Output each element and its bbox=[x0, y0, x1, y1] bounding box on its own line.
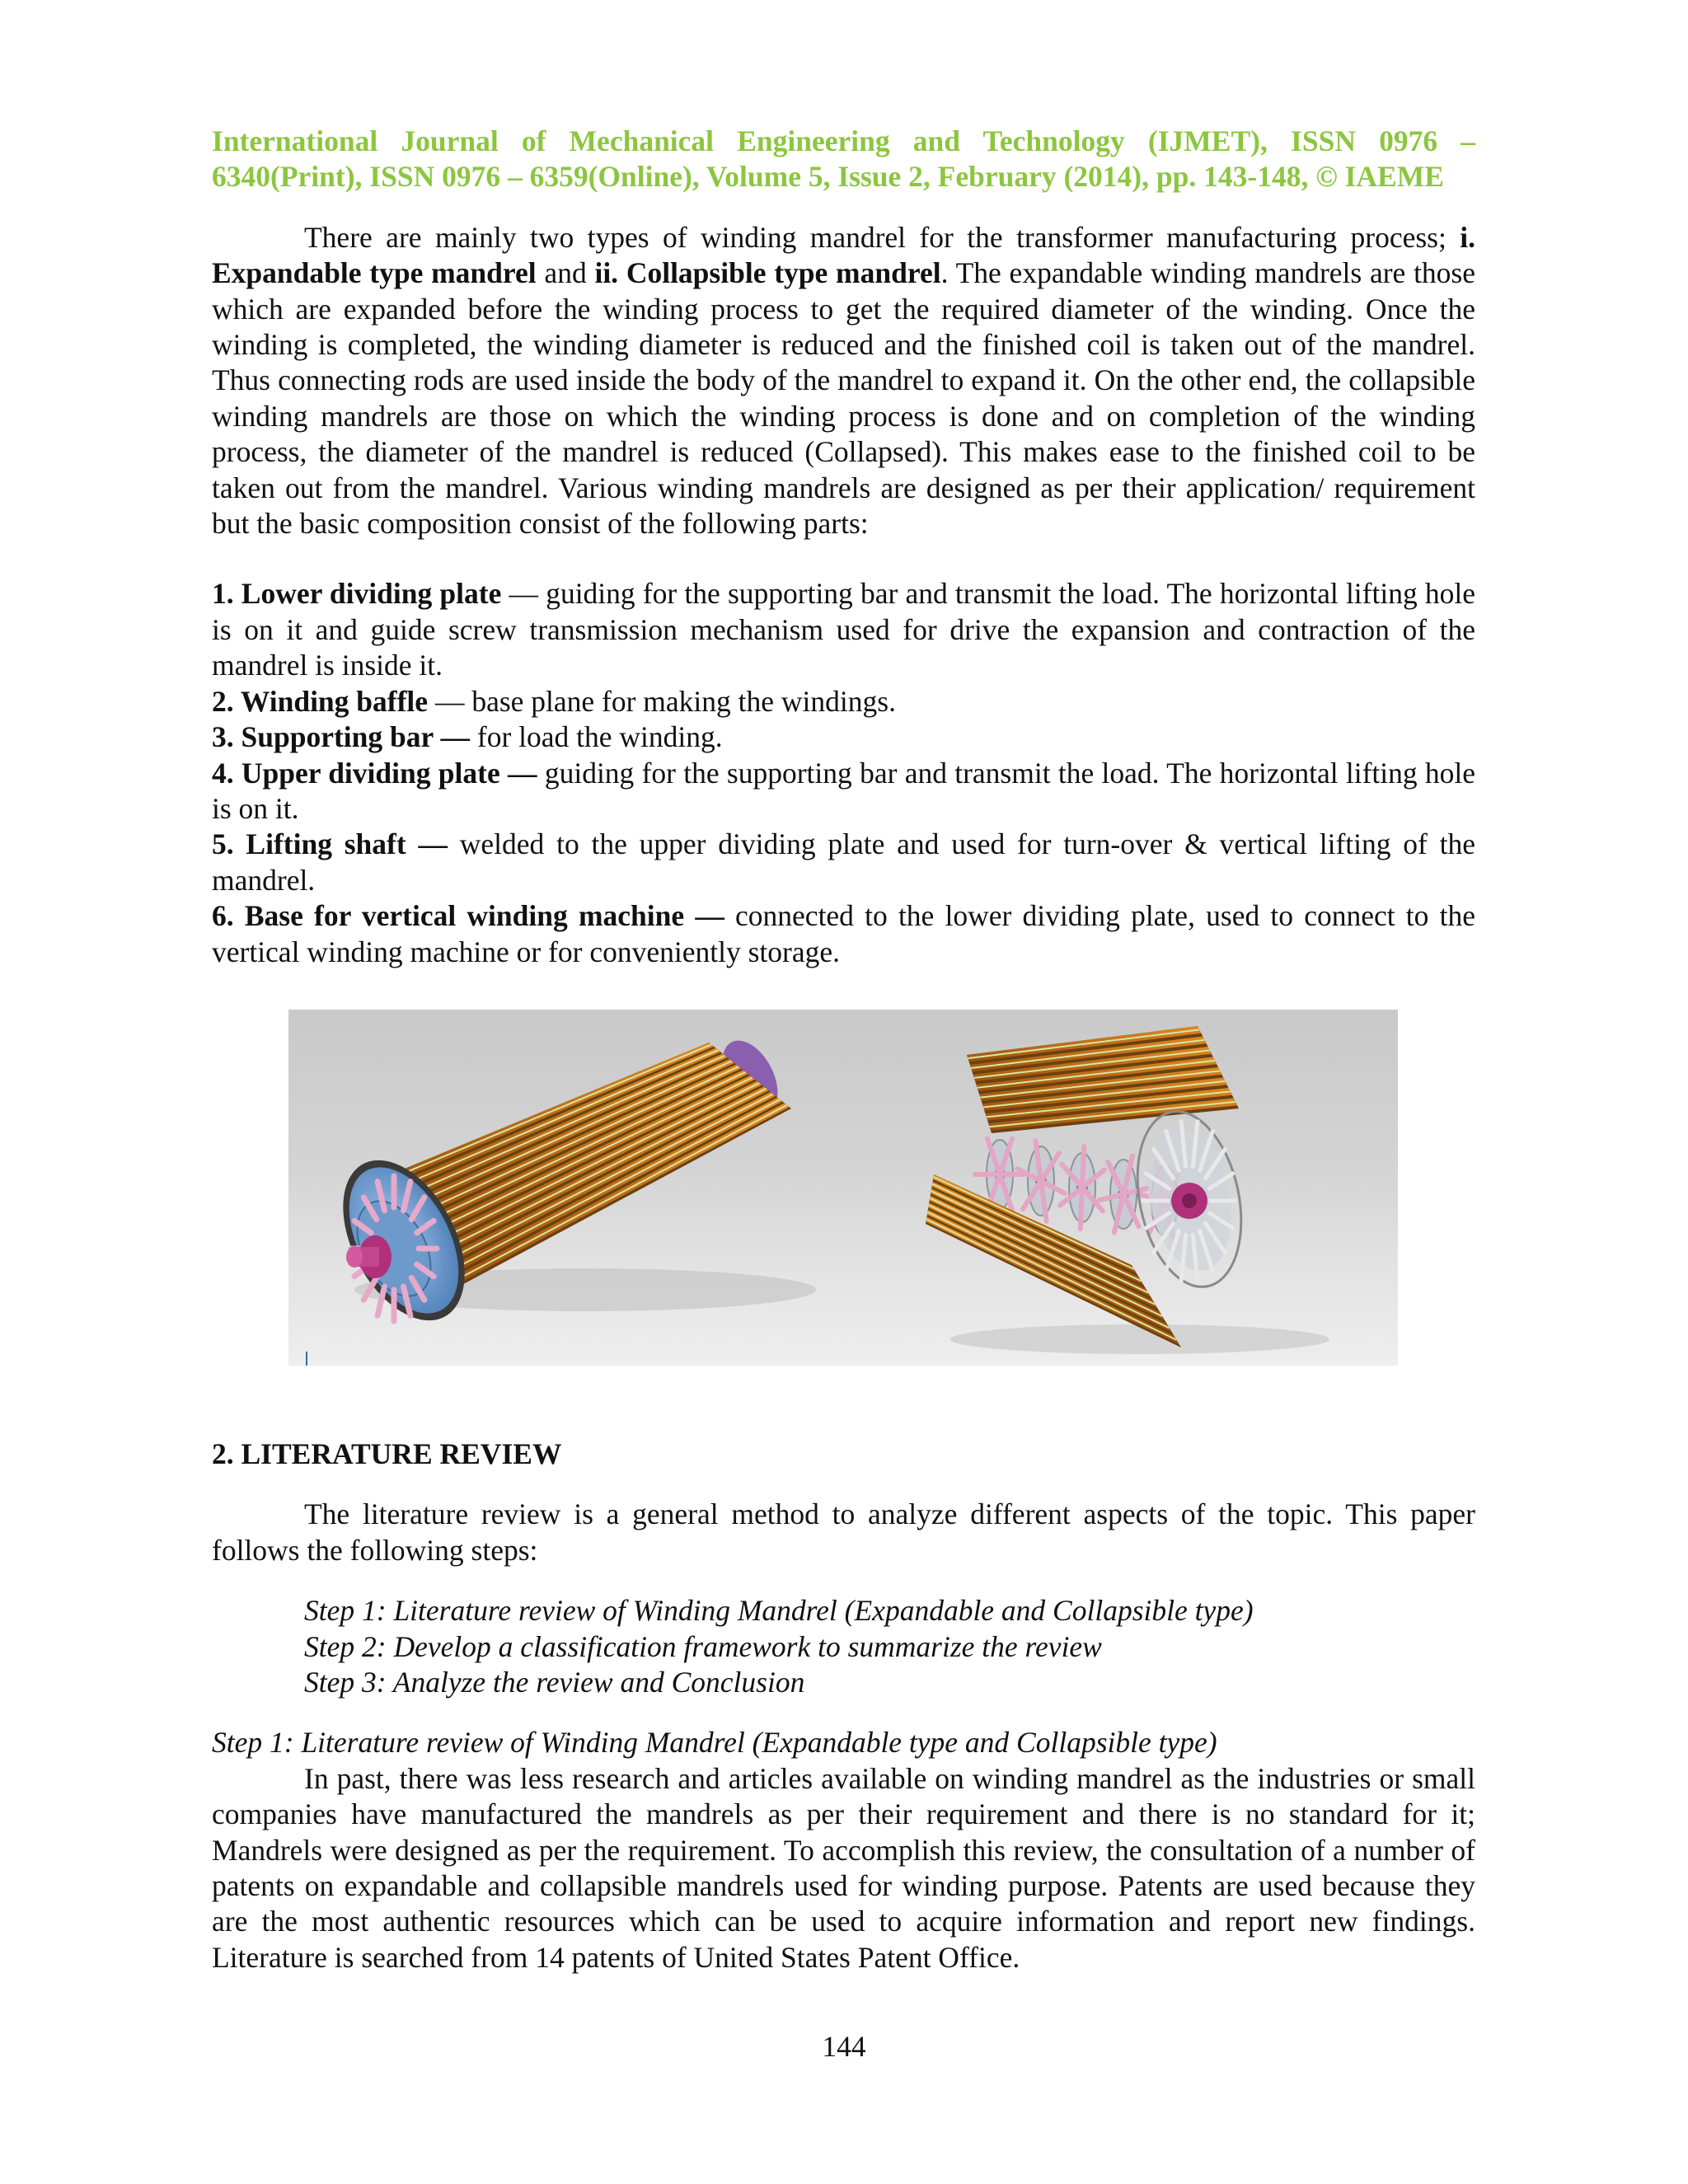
mandrel-figure bbox=[288, 1010, 1398, 1366]
expandable-mandrel-illustration bbox=[288, 1010, 843, 1366]
list-item bbox=[212, 756, 1475, 827]
intro-text-c: and bbox=[536, 256, 595, 290]
step1-heading: Step 1: Literature review of Winding Mandrel (Expandable type and Collapsible type) bbox=[212, 1726, 1217, 1760]
page-number: 144 bbox=[822, 2030, 866, 2063]
page-content bbox=[212, 124, 1475, 1975]
intro-paragraph bbox=[212, 220, 1475, 542]
section-title: 2. LITERATURE REVIEW bbox=[212, 1436, 562, 1470]
part-term: 3. Supporting bar — bbox=[212, 720, 471, 754]
part-description: guiding for the supporting bar and transmit the load. The horizontal lifting hole is on it and guide screw transmission mechanism used for drive the expansion and contraction of the mandrel is inside it. bbox=[212, 577, 1476, 682]
list-item: Step 1: Literature review of Winding Mandrel (Expandable and Collapsible type) bbox=[304, 1594, 1254, 1628]
list-item bbox=[212, 719, 1475, 755]
list-item bbox=[212, 898, 1475, 970]
list-item: Step 2: Develop a classification framework to summarize the review bbox=[304, 1629, 1102, 1663]
journal-header-line-1: International Journal of Mechanical Engineering and Technology (IJMET), ISSN 0976 – bbox=[212, 124, 1475, 157]
part-description: welded to the upper dividing plate and used for turn-over & vertical lifting of the mandrel. bbox=[212, 827, 1476, 897]
end-dividing-plate bbox=[1123, 1102, 1256, 1296]
collapsible-mandrel-illustration bbox=[843, 1010, 1398, 1366]
part-term: 4. Upper dividing plate — bbox=[212, 756, 537, 790]
collapsible-mandrel-render bbox=[843, 1010, 1398, 1366]
part-description: for load the winding. bbox=[476, 720, 723, 754]
collapsible-type-term: ii. Collapsible type mandrel bbox=[594, 256, 941, 290]
part-description: base plane for making the windings. bbox=[471, 684, 896, 718]
list-item: 1. Lower dividing plate — guiding for the supporting bar and transmit the load. The horizontal lifting hole is on it and guide screw transmission mechanism used for drive the expansion and contraction of the mandrel is inside it. bbox=[212, 577, 1476, 682]
part-term: 2. Winding baffle bbox=[212, 684, 429, 718]
step1-body: In past, there was less research and articles available on winding mandrel as the industries or small companies have manufactured the mandrels as per their requirement and there is no standard for it; Mandrels were designed as per the requirement. To accomplish this review, the consultation of a number of patents on expandable and collapsible mandrels used for winding purpose. Patents are used because they are the most authentic resources which can be used to acquire information and report new findings. Literature is searched from 14 patents of United States Patent Office. bbox=[212, 1761, 1475, 1974]
list-item bbox=[212, 827, 1475, 898]
parts-list bbox=[212, 576, 1475, 969]
intro-text-e: . The expandable winding mandrels are those which are expanded before the winding process to get the required diameter of the winding. Once the winding is completed, the winding diameter is reduced and the finished coil is taken out of the mandrel. Thus connecting rods are used inside the body of the mandrel to expand it. On the other end, the collapsible winding mandrels are those on which the winding process is done and on completion of the winding process, the diameter of the mandrel is reduced (Collapsed). This makes ease to the finished coil to be taken out from the mandrel. Various winding mandrels are designed as per their application/ requirement but the basic composition consist of the following parts: bbox=[212, 256, 1475, 541]
intro-text-a: There are mainly two types of winding mandrel for the transformer manufacturing process; bbox=[304, 220, 1461, 254]
expandable-type-term: i. Expandable type mandrel bbox=[212, 220, 1475, 290]
literature-intro: The literature review is a general method to analyze different aspects of the topic. This paper follows the following steps: bbox=[212, 1497, 1475, 1567]
part-term: 6. Base for vertical winding machine — bbox=[212, 899, 724, 933]
expandable-mandrel-render bbox=[288, 1010, 843, 1366]
list-item: 2. Winding baffle — base plane for making the windings. bbox=[212, 684, 896, 718]
journal-header bbox=[212, 124, 1475, 195]
part-description: connected to the lower dividing plate, used to connect to the vertical winding machine or for conveniently storage. bbox=[212, 899, 1475, 968]
steps-list bbox=[212, 1593, 1475, 1700]
list-item: Step 3: Analyze the review and Conclusion bbox=[304, 1665, 805, 1699]
journal-header-line-2: 6340(Print), ISSN 0976 – 6359(Online), Volume 5, Issue 2, February (2014), pp. 143-148, © IAEME bbox=[212, 160, 1444, 194]
part-term: 5. Lifting shaft — bbox=[212, 827, 448, 861]
part-description: guiding for the supporting bar and transmit the load. The horizontal lifting hole is on it. bbox=[212, 756, 1476, 825]
part-term: 1. Lower dividing plate bbox=[212, 577, 502, 611]
